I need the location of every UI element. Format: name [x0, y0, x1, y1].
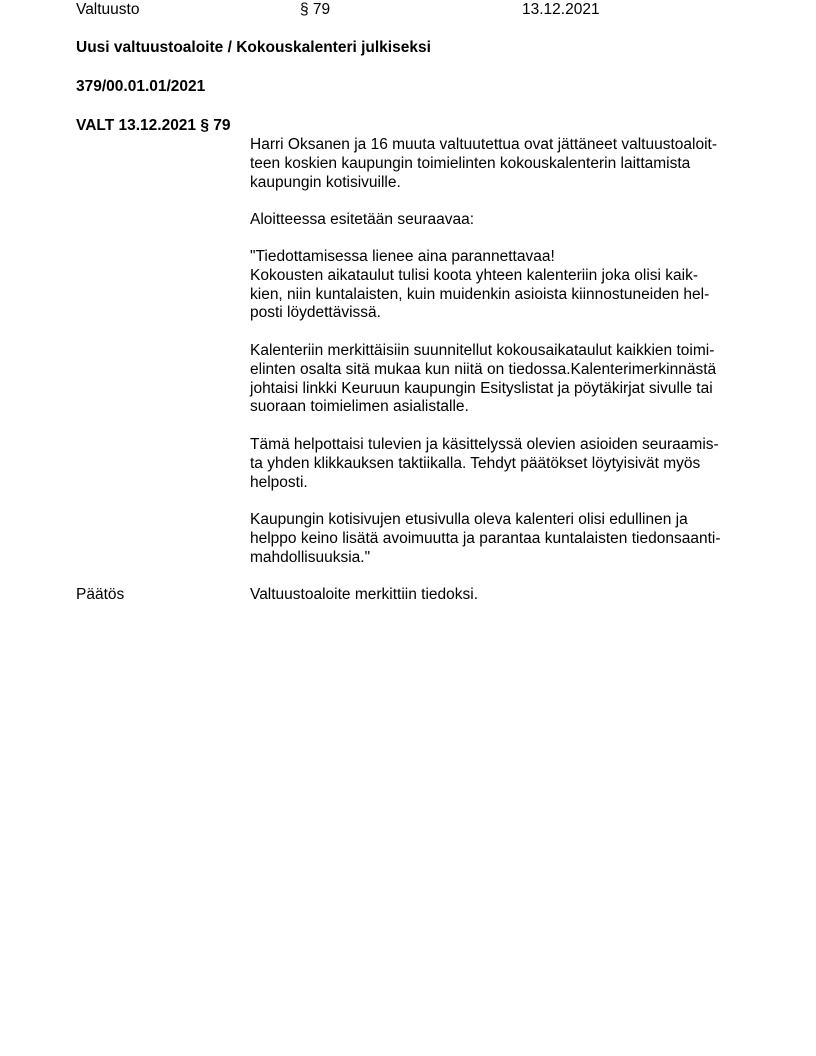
header-organ: Valtuusto — [76, 1, 140, 18]
paragraph-quote-3: Tämä helpottaisi tulevien ja käsittelyssä olevien asioiden seuraamis- ta yhden klikkauksen taktiikalla. Tehdyt päätökset löytyisivät myös helposti. — [250, 436, 719, 491]
paragraph-lead: Aloitteessa esitetään seuraavaa: — [250, 211, 475, 228]
paragraph-quote-2: Kalenteriin merkittäisiin suunnitellut kokousaikataulut kaikkien toimi- elinten osalta sitä mukaa kun niitä on tiedossa.Kalenterimerkinnästä johtaisi linkki Keuruun kaupungin Esityslistat ja pöytäkirjat sivulle tai suoraan toimielimen asialistalle. — [250, 342, 717, 416]
decision-label: Päätös — [76, 586, 125, 603]
document-title: Uusi valtuustoaloite / Kokouskalenteri julkiseksi — [76, 39, 431, 56]
header-date: 13.12.2021 — [522, 1, 600, 18]
paragraph-quote-1: "Tiedottamisessa lienee aina parannettavaa! Kokousten aikataulut tulisi koota yhteen kalenteriin joka olisi kaik- kien, niin kuntalaisten, kuin muidenkin asioista kiinnostuneiden hel- posti löydettävissä. — [250, 248, 710, 322]
paragraph-quote-4: Kaupungin kotisivujen etusivulla oleva kalenteri olisi edullinen ja helppo keino lisätä avoimuutta ja parantaa kuntalaisten tiedonsaanti- mahdollisuuksia." — [250, 511, 721, 566]
record-number: 379/00.01.01/2021 — [76, 78, 206, 95]
paragraph-intro: Harri Oksanen ja 16 muuta valtuutettua ovat jättäneet valtuustoaloit- teen koskien kaupungin toimielinten kokouskalenterin laittamista kaupungin kotisivuille. — [250, 136, 717, 191]
meeting-reference: VALT 13.12.2021 § 79 — [76, 117, 231, 134]
header-section: § 79 — [300, 1, 331, 18]
decision-text: Valtuustoaloite merkittiin tiedoksi. — [250, 586, 479, 603]
